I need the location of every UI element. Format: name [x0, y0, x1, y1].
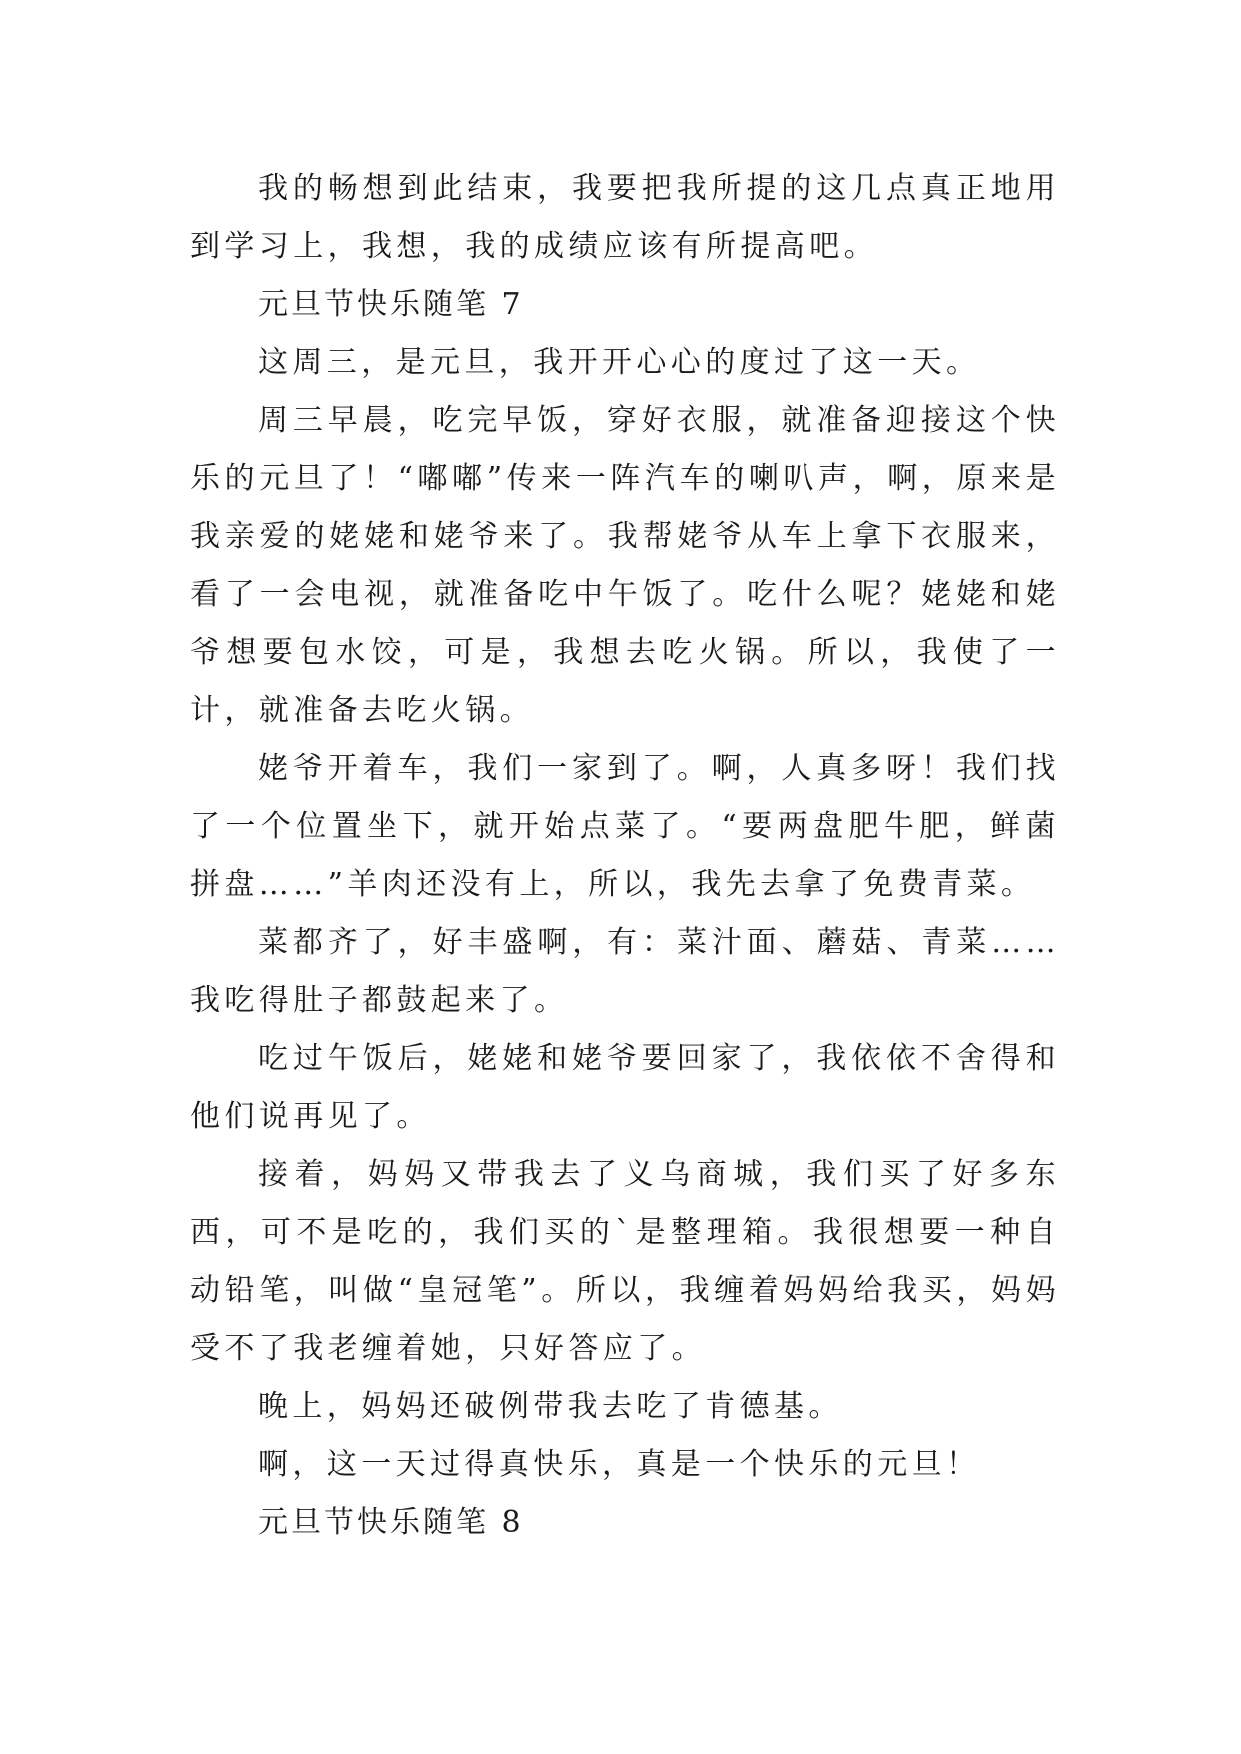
paragraph-closing-thoughts: 我的畅想到此结束，我要把我所提的这几点真正地用到学习上，我想，我的成绩应该有所提高吧。 [190, 171, 1060, 264]
document-body [190, 160, 1060, 1552]
essay-title-8: 元旦节快乐随笔 8 [258, 1505, 524, 1540]
paragraph-intro: 这周三，是元旦，我开开心心的度过了这一天。 [258, 345, 981, 380]
paragraph-hotpot: 姥爷开着车，我们一家到了。啊，人真多呀！我们找了一个位置坐下，就开始点菜了。“要两盘肥牛肥，鲜菌拼盘……”羊肉还没有上，所以，我先去拿了免费青菜。 [190, 751, 1060, 902]
paragraph-conclusion: 啊，这一天过得真快乐，真是一个快乐的元旦！ [258, 1447, 981, 1482]
paragraph-shopping: 接着，妈妈又带我去了义乌商城，我们买了好多东西，可不是吃的，我们买的`是整理箱。我很想要一种自动铅笔，叫做“皇冠笔”。所以，我缠着妈妈给我买，妈妈受不了我老缠着她，只好答应了。 [190, 1157, 1060, 1366]
paragraph-evening: 晚上，妈妈还破例带我去吃了肯德基。 [258, 1389, 843, 1424]
paragraph-goodbye: 吃过午饭后，姥姥和姥爷要回家了，我依依不舍得和他们说再见了。 [190, 1041, 1060, 1134]
paragraph-morning: 周三早晨，吃完早饭，穿好衣服，就准备迎接这个快乐的元旦了！“嘟嘟”传来一阵汽车的喇叭声，啊，原来是我亲爱的姥姥和姥爷来了。我帮姥爷从车上拿下衣服来，看了一会电视，就准备吃中午饭了。吃什么呢？姥姥和姥爷想要包水饺，可是，我想去吃火锅。所以，我使了一计，就准备去吃火锅。 [190, 403, 1060, 728]
essay-title-7: 元旦节快乐随笔 7 [258, 287, 524, 322]
paragraph-dishes: 菜都齐了，好丰盛啊，有：菜汁面、蘑菇、青菜……我吃得肚子都鼓起来了。 [190, 925, 1060, 1018]
